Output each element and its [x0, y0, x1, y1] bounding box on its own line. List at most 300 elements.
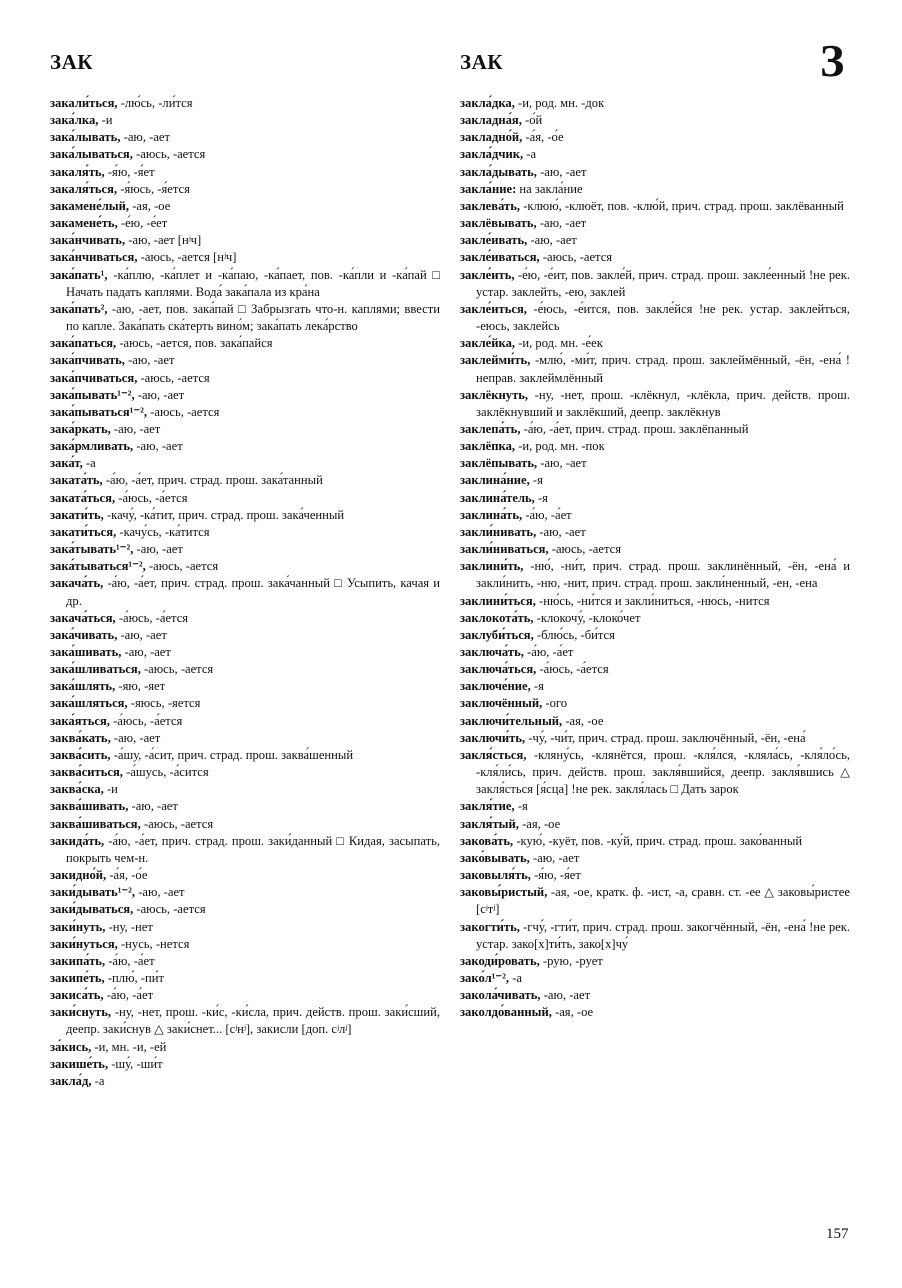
entry-forms: -а́ю, -а́ет [103, 988, 154, 1003]
entry-forms: -а́я, -о́е [522, 130, 564, 145]
entry-forms: -кую́, -куёт, пов. -ку́й, прич. страд. прош. зако́ванный [513, 833, 803, 848]
entry-forms: -и, род. мн. -пок [515, 439, 605, 454]
dictionary-entry [50, 95, 440, 112]
entry-forms: -аю, -ает [135, 885, 185, 900]
dictionary-entry [50, 267, 440, 301]
dictionary-entry [50, 867, 440, 884]
entry-forms: -яю, -яет [115, 679, 166, 694]
entry-headword: зака́шливаться, [50, 662, 141, 677]
dictionary-entry [50, 455, 440, 472]
entry-headword: закидно́й, [50, 868, 107, 883]
dictionary-entry [50, 421, 440, 438]
entry-forms: -аю, -ает [133, 439, 183, 454]
dictionary-entry [50, 507, 440, 524]
entry-forms: -качу́, -ка́тит, прич. страд. прош. зака́ченный [103, 507, 345, 522]
dictionary-entry [50, 370, 440, 387]
entry-headword: закля́тый, [460, 816, 519, 831]
entry-forms: -а́ю, -а́ет, прич. страд. прош. заклёпанный [520, 421, 749, 436]
dictionary-entry [460, 627, 850, 644]
entry-forms: -аю, -ает [117, 627, 167, 642]
entry-forms: -ну, -нет, прош. -клёкнул, -клёкла, прич. действ. прош. заклёкнувший и заклёкший, деепр. заклёкнув [476, 387, 850, 419]
entry-forms: -аю, -ает [121, 645, 171, 659]
entry-headword: заки́нуть, [50, 919, 106, 934]
entry-headword: зака́тываться¹⁻², [50, 559, 146, 574]
dictionary-entry [50, 232, 440, 249]
entry-headword: закогти́ть, [460, 919, 520, 934]
entry-headword: закипе́ть, [50, 970, 105, 985]
entry-forms: -и, мн. -и, -ей [91, 1039, 167, 1054]
entry-forms: -чу́, -чи́т, прич. страд. прош. заключённый, -ён, -ена́ [525, 730, 806, 745]
entry-forms: -о́й [521, 113, 543, 128]
entry-forms: -аю, -ает [540, 988, 591, 1003]
entry-headword: закипа́ть, [50, 953, 106, 968]
entry-headword: заключи́тельный, [460, 713, 563, 728]
dictionary-entry [50, 301, 440, 335]
entry-headword: зака́пать², [50, 301, 108, 316]
dictionary-entry [460, 867, 850, 884]
entry-forms: -аю, -ает [537, 456, 587, 471]
entry-forms: -ая, -ое, кратк. ф. -ист, -а, сравн. ст. -ее △ заковы́ристее [сʲтʲ] [476, 885, 850, 917]
dictionary-entry [50, 1073, 440, 1090]
dictionary-entry [460, 95, 850, 112]
entry-headword: зако́л¹⁻², [460, 970, 509, 985]
entry-headword: закле́ить, [460, 267, 515, 282]
entry-forms: -блю́сь, -би́тся [533, 627, 615, 642]
entry-headword: заключённый, [460, 696, 543, 711]
entry-headword: закаля́ться, [50, 181, 118, 196]
entry-headword: зака́пать¹, [50, 267, 108, 282]
entry-forms: -аюсь, -ается [539, 250, 613, 265]
entry-headword: заква́шивать, [50, 799, 129, 814]
entry-headword: закише́ть, [50, 1056, 109, 1071]
entry-forms: -аю, -ает [133, 542, 183, 557]
entry-forms: -а́юсь, -а́ется [115, 610, 189, 625]
entry-headword: заключи́ть, [460, 730, 526, 745]
entry-headword: зака́лывать, [50, 130, 121, 145]
entry-forms: -а́я, -о́е [106, 868, 148, 883]
entry-headword: зака́шляться, [50, 696, 128, 711]
dictionary-entry [50, 249, 440, 266]
dictionary-entry [460, 352, 850, 386]
entry-headword: заката́ть, [50, 473, 103, 488]
dictionary-entry [50, 404, 440, 421]
dictionary-entry [460, 181, 850, 198]
entry-forms: -ню́сь, -ни́тся и закли́ниться, -нюсь, -нится [535, 593, 770, 608]
entry-headword: закля́тие, [460, 799, 515, 814]
dictionary-entry [50, 558, 440, 575]
entry-forms: -аю, -ает [128, 799, 178, 814]
entry-forms: -а [91, 1073, 105, 1088]
dictionary-entry [460, 387, 850, 421]
entry-headword: зака́яться, [50, 713, 110, 728]
entry-headword: зака́нчивать, [50, 233, 126, 248]
entry-headword: заклева́ть, [460, 198, 521, 213]
entry-forms: -я́юсь, -я́ется [117, 181, 190, 196]
entry-headword: зака́шивать, [50, 645, 122, 659]
entry-headword: заклина́тель, [460, 490, 535, 505]
entry-forms: -ая, -ое [562, 713, 604, 728]
entry-headword: закла́д, [50, 1073, 92, 1088]
entry-forms: -аю, -ает [120, 130, 171, 145]
dictionary-entry [50, 901, 440, 918]
dictionary-entry [460, 816, 850, 833]
dictionary-entry [50, 661, 440, 678]
entry-headword: закля́сться, [460, 747, 527, 762]
entry-forms: -аюсь, -ается [133, 902, 206, 917]
entry-forms: -аюсь, -ается [нʲч] [137, 250, 237, 265]
entry-forms: -а́юсь, -а́ется [536, 662, 609, 677]
entry-forms: -аю, -ает [110, 421, 161, 436]
entry-headword: закле́ивать, [460, 233, 528, 248]
entry-headword: закамене́ть, [50, 216, 118, 231]
dictionary-entry [460, 747, 850, 798]
entry-forms: -качу́сь, -ка́тится [116, 524, 210, 539]
entry-headword: закола́чивать, [460, 988, 541, 1003]
entry-headword: закле́иваться, [460, 250, 540, 265]
entry-headword: закиса́ть, [50, 988, 104, 1003]
entry-headword: закла́дка, [460, 96, 515, 110]
entry-forms: -ого [542, 696, 568, 711]
dictionary-entry [460, 713, 850, 730]
dictionary-entry [50, 764, 440, 781]
entry-headword: заклейми́ть, [460, 353, 531, 368]
dictionary-entry [460, 507, 850, 524]
dictionary-entry [50, 164, 440, 181]
entry-headword: закати́ться, [50, 524, 117, 539]
dictionary-entry [460, 164, 850, 181]
dictionary-entry [50, 387, 440, 404]
dictionary-entry [460, 215, 850, 232]
dictionary-entry [460, 987, 850, 1004]
entry-forms: -гчу́, -гти́т, прич. страд. прош. закогчённый, -ён, -ена́ !не рек. устар. зако[х]ти́ть, зако[х]чу́ [476, 919, 850, 951]
dictionary-entry [460, 472, 850, 489]
entry-headword: закле́йка, [460, 336, 516, 351]
dictionary-entry [50, 524, 440, 541]
entry-forms: -аюсь, -ается [132, 147, 206, 162]
entry-forms: -нусь, -нется [117, 936, 190, 951]
dictionary-entry [50, 181, 440, 198]
entry-forms: -а́юсь, -а́ется [115, 490, 188, 505]
entry-headword: зака́рмливать, [50, 439, 134, 454]
entry-headword: заключа́ть, [460, 645, 524, 659]
dictionary-entry [50, 352, 440, 369]
entry-forms: -рую, -рует [539, 953, 603, 968]
entry-headword: закладна́я, [460, 113, 522, 128]
entry-forms: -я́ю, -я́ет [104, 164, 155, 179]
entry-headword: закида́ть, [50, 833, 105, 848]
dictionary-entry [460, 558, 850, 592]
dictionary-entry [50, 472, 440, 489]
dictionary-entry [460, 833, 850, 850]
entry-headword: заклина́ние, [460, 473, 530, 488]
entry-forms: -аю, -ает [134, 387, 185, 402]
dictionary-entry [460, 970, 850, 987]
dictionary-entry [460, 301, 850, 335]
dictionary-entry [460, 198, 850, 215]
entry-forms: -млю́, -ми́т, прич. страд. прош. заклеймённый, -ён, -ена́ !неправ. заклеймлённый [476, 353, 850, 385]
entry-forms: -яюсь, -яется [127, 696, 201, 711]
entry-headword: зака́нчиваться, [50, 250, 138, 265]
entry-forms: -аюсь, -ается [548, 542, 622, 557]
dictionary-entry [50, 953, 440, 970]
dictionary-entry [50, 747, 440, 764]
entry-forms: -а́шу, -а́сит, прич. страд. прош. заква́шенный [110, 747, 354, 762]
entry-headword: зака́пывать¹⁻², [50, 387, 135, 402]
entry-headword: зака́пываться¹⁻², [50, 404, 148, 419]
running-head-right: ЗАК [460, 50, 503, 74]
entry-headword: заки́дываться, [50, 902, 134, 917]
entry-headword: зака́пчиваться, [50, 370, 138, 385]
entry-forms: -клюю́, -клюёт, пов. -клю́й, прич. страд. прош. заклёванный [520, 198, 844, 213]
entry-headword: заковы́ристый, [460, 885, 548, 900]
entry-forms: -аю, -ает [536, 164, 587, 179]
dictionary-entry [50, 816, 440, 833]
dictionary-entry [460, 678, 850, 695]
dictionary-entry [50, 970, 440, 987]
section-letter: З [820, 35, 845, 86]
entry-forms: -е́юсь, -е́ится, пов. закле́йся !не рек. устар. заклейться, -еюсь, заклейсь [476, 301, 850, 334]
dictionary-entry [460, 455, 850, 472]
entry-forms: -аю, -ает, пов. зака́пай □ Забрызгать что-н. каплями; ввести по капле. Зака́пать ска́терть вино́м; зака́пать лека́рство [66, 301, 440, 334]
dictionary-entry [50, 678, 440, 695]
entry-forms: -ая, -ое [518, 816, 561, 831]
dictionary-entry [50, 644, 440, 661]
dictionary-entry [50, 129, 440, 146]
entry-forms: -а [509, 970, 522, 985]
entry-forms: -а́юсь, -а́ется [109, 713, 183, 728]
right-column [460, 95, 850, 1021]
dictionary-entry [460, 695, 850, 712]
entry-forms: -аюсь, -ается [137, 370, 210, 385]
entry-forms: -и, род. мн. -док [514, 96, 605, 110]
dictionary-entry [50, 1056, 440, 1073]
entry-forms: -плю́, -пи́т [104, 970, 164, 985]
dictionary-entry [50, 833, 440, 867]
entry-headword: заклёкнуть, [460, 387, 529, 402]
entry-forms: -я [534, 490, 548, 505]
entry-forms: -аюсь, -ается, пов. зака́пайся [116, 336, 273, 351]
dictionary-entry [460, 335, 850, 352]
dictionary-entry [460, 421, 850, 438]
entry-forms: -а́ю, -а́ет [523, 645, 574, 659]
dictionary-entry [460, 610, 850, 627]
dictionary-entry [50, 781, 440, 798]
dictionary-entry [50, 146, 440, 163]
entry-headword: заква́ска, [50, 782, 104, 797]
entry-forms: -ну, -нет, прош. -ки́с, -ки́сла, прич. действ. прош. заки́сший, деепр. заки́снув △ заки́снет... [сʲнʲ], закисли [доп. сʲлʲ] [66, 1005, 440, 1037]
entry-forms: на закла́ние [516, 181, 583, 196]
dictionary-entry [50, 936, 440, 953]
entry-headword: заква́шиваться, [50, 816, 141, 831]
entry-forms: -аю, -ает [536, 216, 587, 231]
entry-headword: заква́ситься, [50, 765, 123, 780]
entry-forms: -и [98, 113, 113, 128]
entry-headword: заклёвывать, [460, 216, 537, 231]
entry-headword: закли́нивать, [460, 524, 537, 539]
dictionary-entry [460, 884, 850, 918]
entry-headword: заклепа́ть, [460, 421, 521, 436]
entry-headword: закли́ниваться, [460, 542, 549, 557]
entry-forms: -шу́, -ши́т [108, 1056, 163, 1071]
entry-headword: зака́пчивать, [50, 353, 125, 368]
entry-headword: закаля́ть, [50, 164, 105, 179]
dictionary-entry [50, 798, 440, 815]
dictionary-entry [460, 541, 850, 558]
entry-forms: -аю, -ает [нʲч] [125, 233, 202, 248]
entry-forms: -а́ю, -а́ет [522, 507, 572, 522]
dictionary-entry [50, 987, 440, 1004]
entry-forms: -аю, -ает [527, 233, 577, 248]
entry-headword: закле́иться, [460, 301, 527, 316]
entry-headword: зака́шлять, [50, 679, 116, 694]
entry-forms: -е́ю, -е́ет [117, 216, 168, 231]
dictionary-entry [460, 129, 850, 146]
dictionary-entry [460, 1004, 850, 1021]
entry-headword: заклёпка, [460, 439, 516, 454]
dictionary-entry [460, 524, 850, 541]
entry-headword: закати́ть, [50, 507, 104, 522]
entry-forms: -я [530, 679, 544, 694]
dictionary-entry [50, 713, 440, 730]
entry-forms: -а́ю, -а́ет, прич. страд. прош. заки́данный □ Кидая, засыпать, покрыть чем-н. [66, 833, 440, 865]
running-head-left: ЗАК [50, 50, 93, 74]
dictionary-entry [50, 610, 440, 627]
entry-headword: заки́нуться, [50, 936, 118, 951]
entry-forms: -аю, -ает [529, 850, 580, 865]
dictionary-entry [50, 1039, 440, 1056]
entry-forms: -а́ю, -а́ет [105, 953, 155, 968]
entry-headword: за́кись, [50, 1039, 92, 1054]
entry-headword: зака́паться, [50, 336, 117, 351]
entry-forms: -ая, -ое [129, 198, 171, 213]
entry-forms: -а́ю, -а́ет, прич. страд. прош. зака́чанный □ Усыпить, качая и др. [66, 576, 440, 608]
entry-forms: -ню́, -ни́т, прич. страд. прош. заклинённый, -ён, -ена́ и закли́нить, -ню, -нит, прич. страд. прош. закли́ненный, -ен, -ена [476, 559, 850, 591]
entry-headword: зака́лка, [50, 113, 99, 128]
dictionary-entry [50, 919, 440, 936]
entry-forms: -я [529, 473, 543, 488]
entry-forms: -аюсь, -ается [145, 559, 219, 574]
entry-headword: заклуби́ться, [460, 627, 534, 642]
entry-forms: -аюсь, -ается [147, 404, 220, 419]
dictionary-entry [50, 335, 440, 352]
entry-forms: -ну, -нет [105, 919, 153, 934]
entry-forms: -аю, -ает [536, 524, 586, 539]
entry-forms: -а́шусь, -а́сится [122, 765, 209, 780]
dictionary-entry [460, 249, 850, 266]
entry-headword: закла́дывать, [460, 164, 537, 179]
entry-headword: заколдо́ванный, [460, 1005, 552, 1020]
entry-forms: -кляну́сь, -клянётся, прош. -кля́лся, -кляла́сь, -кля́ло́сь, -кля́ли́сь, прич. действ. прош. закля́вшийся, деепр. закля́вшись △ закля́сться [я́сца] !не рек. закля́лась □ Дать зарок [476, 747, 850, 797]
entry-headword: заква́кать, [50, 730, 111, 745]
entry-forms: -и [103, 782, 118, 797]
entry-headword: зака́тывать¹⁻², [50, 542, 134, 557]
dictionary-entry [50, 215, 440, 232]
entry-forms: -и, род. мн. -е́ек [515, 336, 603, 351]
entry-headword: заклокота́ть, [460, 610, 534, 625]
entry-headword: заклини́ться, [460, 593, 536, 608]
dictionary-entry [50, 884, 440, 901]
dictionary-entry [460, 112, 850, 129]
entry-headword: заклина́ть, [460, 507, 523, 522]
dictionary-entry [50, 695, 440, 712]
page-number: 157 [826, 1226, 849, 1242]
entry-headword: заключа́ться, [460, 662, 537, 677]
dictionary-entry [50, 490, 440, 507]
dictionary-entry [50, 627, 440, 644]
entry-headword: закова́ть, [460, 833, 514, 848]
entry-headword: закача́ть, [50, 576, 104, 591]
entry-headword: зака́ркать, [50, 421, 111, 436]
dictionary-entry [460, 661, 850, 678]
entry-forms: -аю, -ает [124, 353, 175, 368]
dictionary-entry [50, 438, 440, 455]
dictionary-entry [460, 232, 850, 249]
dictionary-entry [50, 575, 440, 609]
dictionary-entry [460, 730, 850, 747]
entry-forms: -ая, -ое [551, 1005, 594, 1020]
entry-headword: заклини́ть, [460, 559, 524, 574]
entry-headword: закали́ться, [50, 96, 118, 110]
dictionary-entry [460, 593, 850, 610]
dictionary-entry [50, 112, 440, 129]
dictionary-entry [460, 850, 850, 867]
left-column [50, 95, 440, 1090]
entry-headword: зако́вывать, [460, 850, 530, 865]
entry-forms: -е́ю, -е́ит, пов. закле́й, прич. страд. прош. закле́енный !не рек. устар. заклейть, -ею, заклей [476, 267, 850, 299]
entry-forms: -аюсь, -ается [140, 816, 214, 831]
entry-forms: -аю, -ает [110, 730, 161, 745]
dictionary-entry [460, 644, 850, 661]
dictionary-entry [460, 267, 850, 301]
entry-headword: заки́снуть, [50, 1005, 112, 1020]
entry-headword: закача́ться, [50, 610, 116, 625]
entry-headword: заключе́ние, [460, 679, 531, 694]
entry-forms: -аюсь, -ается [140, 662, 214, 677]
entry-headword: закла́ние: [460, 181, 517, 196]
entry-headword: заки́дывать¹⁻², [50, 885, 136, 900]
entry-forms: -а́ю, -а́ет, прич. страд. прош. зака́танный [102, 473, 323, 488]
entry-forms: -я [514, 799, 528, 814]
entry-headword: заклёпывать, [460, 456, 538, 471]
entry-forms: -я́ю, -я́ет [530, 868, 581, 883]
entry-headword: заката́ться, [50, 490, 116, 505]
dictionary-entry [50, 730, 440, 747]
dictionary-entry [460, 146, 850, 163]
dictionary-entry [460, 798, 850, 815]
entry-headword: закладно́й, [460, 130, 523, 145]
entry-forms: -ка́плю, -ка́плет и -ка́паю, -ка́пает, пов. -ка́пли и -ка́пай □ Начать падать каплями. Вода́ зака́пала из кра́на [66, 267, 440, 299]
dictionary-entry [460, 490, 850, 507]
dictionary-entry [50, 541, 440, 558]
entry-headword: зака́лываться, [50, 147, 133, 162]
dictionary-entry [50, 198, 440, 215]
entry-forms: -лю́сь, -ли́тся [117, 96, 193, 110]
entry-headword: закамене́лый, [50, 198, 130, 213]
entry-forms: -клокочу́, -клоко́чет [533, 610, 641, 625]
dictionary-entry [460, 919, 850, 953]
entry-headword: заква́сить, [50, 747, 111, 762]
entry-forms: -а [523, 147, 537, 162]
entry-headword: заковыля́ть, [460, 868, 531, 883]
entry-headword: зака́чивать, [50, 627, 118, 642]
entry-headword: закоди́ровать, [460, 953, 540, 968]
entry-headword: зака́т, [50, 456, 83, 471]
dictionary-entry [460, 953, 850, 970]
entry-headword: закла́дчик, [460, 147, 524, 162]
entry-forms: -а [82, 456, 96, 471]
dictionary-entry [460, 438, 850, 455]
dictionary-entry [50, 1004, 440, 1038]
